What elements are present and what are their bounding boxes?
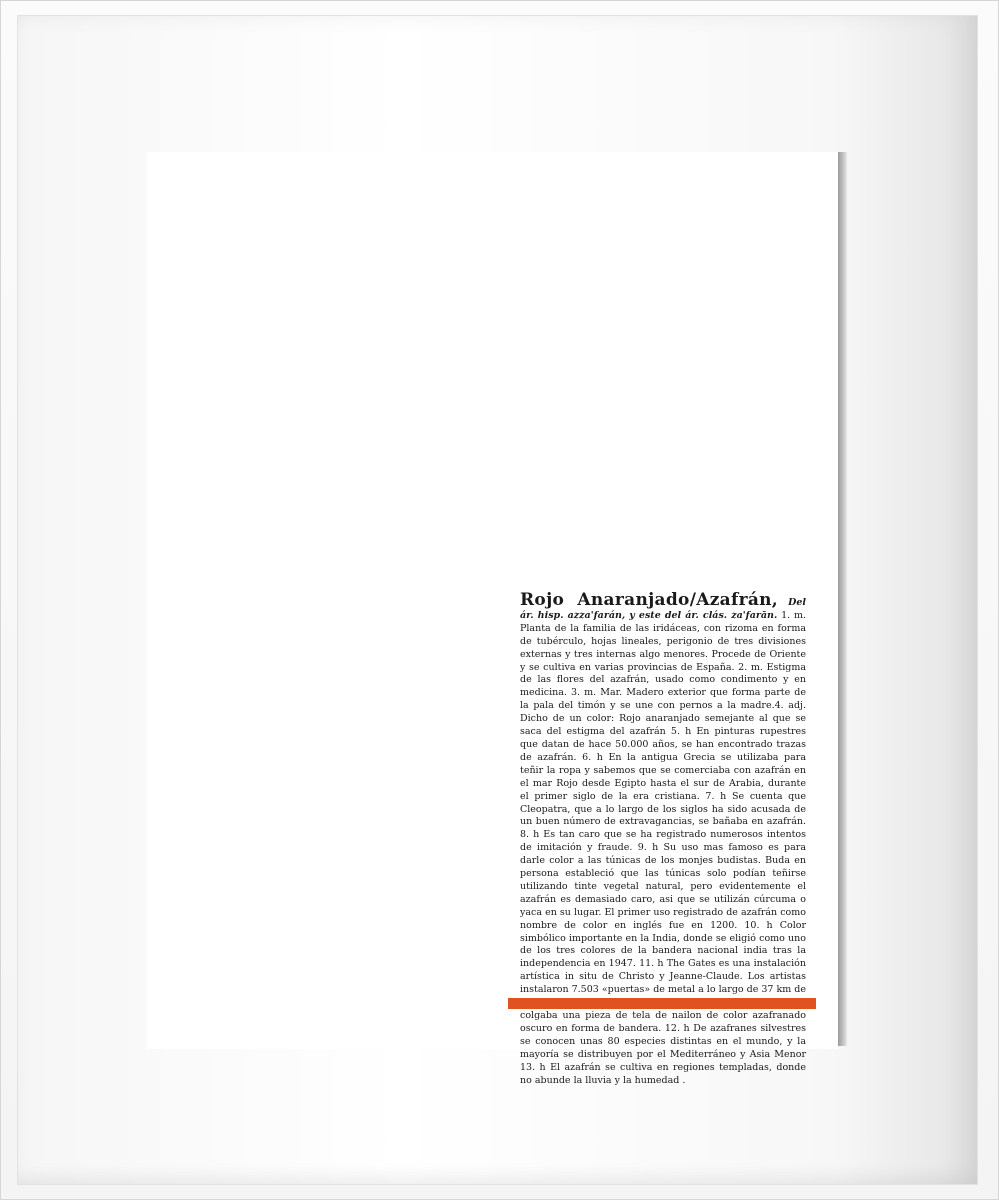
- entry-etymology: Del ár. hisp. azza'farán, y este del ár. clás. za'farān.: [520, 597, 806, 621]
- framed-artwork: [147, 152, 838, 1086]
- accent-bar: [508, 998, 816, 1009]
- entry-body: 1. m. Planta de la familia de las iridáceas, con rizoma en forma de tubérculo, hojas lineales, perigonio de tres divisiones externas y tres internas algo menores. Procede de Oriente y se cultiva en varias provincias de España. 2. m. Estigma de las flores del azafrán, usado como condimento y en medicina. 3. m. Mar. Madero exterior que forma parte de la pala del timón y se une con pernos a la madre.4. adj. Dicho de un color: Rojo anaranjado semejante al que se saca del estigma del azafrán 5. h En pinturas rupestres que datan de hace 50.000 años, se han encontrado trazas de azafrán. 6. h En la antigua Grecia se utilizaba para teñir la ropa y sabemos que se comerciaba con azafrán en el mar Rojo desde Egipto hasta el sur de Arabia, durante el primer siglo de la era cristiana. 7. h Se cuenta que Cleopatra, que a lo largo de los siglos ha sido acusada de un buen número de extravagancias, se bañaba en azafrán. 8. h Es tan caro que se ha registrado numerosos intentos de imitación y fraude. 9. h Su uso mas famoso es para darle color a las túnicas de los monjes budistas. Buda en persona estableció que las túnicas solo podían teñirse utilizando tinte vegetal natural, pero evidentemente el azafrán es demasiado caro, asi que se utilizán cúrcuma o yaca en su lugar. El primer uso registrado de azafrán como nombre de color en inglés fue en 1200. 10. h Color simbólico importante en la India, donde se eligió como uno de los tres colores de la bandera nacional india tras la independencia en 1947. 11. h The Gates es una instalación artística in situ de Christo y Jeanne-Claude. Los artistas instalaron 7.503 «puertas» de metal a lo largo de 37 km de colgaba una pieza de tela de nailon de color azafranado oscuro en forma de bandera. 12. h De azafranes silvestres se conocen unas 80 especies distintas en el mundo, y la mayoría se distribuyen por el Mediterráneo y Asia Menor 13. h El azafrán se cultiva en regiones templadas, donde no abunde la lluvia y la humedad .: [520, 609, 806, 1086]
- dictionary-entry: [520, 590, 806, 1087]
- entry-paragraph: [520, 590, 806, 1087]
- entry-headword: Rojo Anaranjado/Azafrán,: [520, 590, 779, 610]
- mat-shadow: [838, 152, 847, 1046]
